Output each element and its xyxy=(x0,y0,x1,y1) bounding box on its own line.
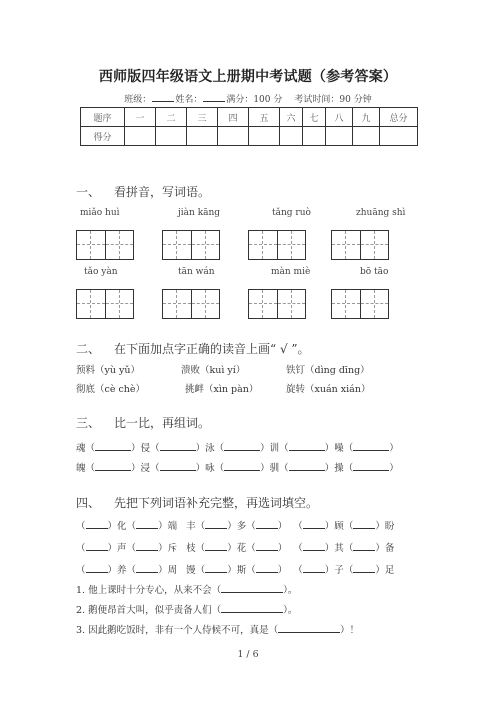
fill-blank[interactable] xyxy=(160,442,196,451)
pinyin-label: tǎng ruò xyxy=(272,208,311,218)
exam-info xyxy=(0,92,496,105)
section-1-heading: 一、 看拼音，写词语。 xyxy=(76,185,211,199)
fill-blank[interactable] xyxy=(86,564,108,573)
score-header-cell: 五 xyxy=(249,108,280,127)
section-2-heading: 二、 在下面加点字正确的读音上画“ √ ”。 xyxy=(76,342,310,356)
score-header-cell: 二 xyxy=(156,108,187,127)
score-cell[interactable] xyxy=(353,127,380,146)
fill-blank[interactable] xyxy=(95,442,131,451)
fill-blank[interactable] xyxy=(221,584,283,593)
pinyin-label: màn miè xyxy=(271,267,311,277)
pinyin-label: jiàn kāng xyxy=(178,208,221,218)
score-header-cell: 一 xyxy=(125,108,156,127)
score-table-header xyxy=(81,108,418,127)
fill-blank[interactable] xyxy=(289,442,325,451)
reading-item[interactable]: 预料（yù yǔ） xyxy=(76,365,140,376)
pinyin-label: tǎo yàn xyxy=(84,267,118,277)
pinyin-label: zhuāng shì xyxy=(356,208,406,218)
fill-blank[interactable] xyxy=(256,542,278,551)
fill-blank[interactable] xyxy=(353,442,389,451)
score-cell[interactable] xyxy=(218,127,249,146)
section-3-heading: 三、 比一比，再组词。 xyxy=(76,416,211,430)
writing-grid[interactable] xyxy=(331,230,389,260)
score-cell[interactable] xyxy=(303,127,326,146)
fill-blank[interactable] xyxy=(353,462,389,471)
compare-row: 魂（ ）侵（ ）泳（ ）训（ ）噪（ ） xyxy=(76,443,399,454)
score-cell[interactable] xyxy=(249,127,280,146)
writing-grid[interactable] xyxy=(162,289,220,319)
writing-grid[interactable] xyxy=(162,230,220,260)
sentence-item: 2. 鹅便昂首大叫，似乎责备人们（ ）。 xyxy=(76,605,298,616)
page-number: 1 / 6 xyxy=(237,649,259,660)
sentence-item: 3. 因此鹅吃饭时，非有一个人侍候不可，真是（ ）！ xyxy=(76,625,360,636)
class-blank[interactable] xyxy=(152,93,174,102)
pinyin-label: bō tāo xyxy=(360,267,389,277)
fill-blank[interactable] xyxy=(136,564,158,573)
fill-blank[interactable] xyxy=(256,520,278,529)
reading-item[interactable]: 铁钉（dìng dīng） xyxy=(286,365,370,376)
sentence-item: 1. 他上课时十分专心，从来不会（ ）。 xyxy=(76,585,298,596)
idiom-row: （ ）养（ ）周 馒（ ）斯（ ） （ ）子（ ）足 xyxy=(76,565,395,576)
fill-blank[interactable] xyxy=(86,520,108,529)
fill-blank[interactable] xyxy=(256,564,278,573)
fill-blank[interactable] xyxy=(278,624,340,633)
pinyin-label: tān wán xyxy=(178,267,215,277)
score-row-label: 得分 xyxy=(81,127,125,146)
score-cell[interactable] xyxy=(380,127,418,146)
writing-grid[interactable] xyxy=(76,289,134,319)
fill-blank[interactable] xyxy=(86,542,108,551)
fill-blank[interactable] xyxy=(353,564,375,573)
score-header-cell: 题序 xyxy=(81,108,125,127)
score-header-cell: 六 xyxy=(280,108,303,127)
reading-item[interactable]: 溃败（kuì yí） xyxy=(181,365,246,376)
section-2-title: 在下面加点字正确的读音上画“ √ ”。 xyxy=(114,342,310,356)
section-3-title: 比一比，再组词。 xyxy=(114,416,211,430)
fill-blank[interactable] xyxy=(353,542,375,551)
score-cell[interactable] xyxy=(187,127,218,146)
idiom-row: （ ）化（ ）端 丰（ ）多（ ） （ ）顾（ ）盼 xyxy=(76,521,395,532)
fill-blank[interactable] xyxy=(136,520,158,529)
time-label: 考试时间：90 分钟 xyxy=(294,95,372,105)
score-header-cell: 七 xyxy=(303,108,326,127)
fill-blank[interactable] xyxy=(224,462,260,471)
page-title: 西师版四年级语文上册期中考试题（参考答案） xyxy=(98,69,398,85)
fill-blank[interactable] xyxy=(289,462,325,471)
reading-item[interactable]: 挑衅（xìn pàn） xyxy=(185,384,259,395)
fill-blank[interactable] xyxy=(205,564,227,573)
section-1-title: 看拼音，写词语。 xyxy=(114,185,211,199)
idiom-row: （ ）声（ ）斥 枝（ ）花（ ） （ ）其（ ）备 xyxy=(76,543,395,554)
score-header-cell: 四 xyxy=(218,108,249,127)
fill-blank[interactable] xyxy=(160,462,196,471)
fill-blank[interactable] xyxy=(95,462,131,471)
fill-blank[interactable] xyxy=(303,564,325,573)
name-label: 姓名： xyxy=(175,95,203,105)
score-header-cell: 三 xyxy=(187,108,218,127)
writing-grid[interactable] xyxy=(331,289,389,319)
score-table xyxy=(80,107,418,146)
writing-grid[interactable] xyxy=(248,230,306,260)
score-cell[interactable] xyxy=(280,127,303,146)
writing-grid[interactable] xyxy=(76,230,134,260)
score-label: 满分：100 分 xyxy=(226,95,283,105)
fill-blank[interactable] xyxy=(136,542,158,551)
score-header-cell: 总分 xyxy=(380,108,418,127)
name-blank[interactable] xyxy=(203,93,225,102)
reading-item[interactable]: 彻底（cè chè） xyxy=(76,384,146,395)
score-cell[interactable] xyxy=(326,127,353,146)
pinyin-label: miǎo huì xyxy=(80,208,120,218)
fill-blank[interactable] xyxy=(205,520,227,529)
fill-blank[interactable] xyxy=(353,520,375,529)
fill-blank[interactable] xyxy=(224,442,260,451)
section-4-title: 先把下列词语补充完整，再选词填空。 xyxy=(114,496,319,510)
score-table-row xyxy=(81,127,418,146)
score-cell[interactable] xyxy=(156,127,187,146)
fill-blank[interactable] xyxy=(221,604,283,613)
section-4-heading: 四、 先把下列词语补充完整，再选词填空。 xyxy=(76,496,319,510)
compare-row: 魄（ ）浸（ ）咏（ ）驯（ ）操（ ） xyxy=(76,463,399,474)
fill-blank[interactable] xyxy=(205,542,227,551)
reading-item[interactable]: 旋转（xuán xián） xyxy=(286,384,371,395)
fill-blank[interactable] xyxy=(303,542,325,551)
class-label: 班级： xyxy=(124,95,152,105)
writing-grid[interactable] xyxy=(248,289,306,319)
score-header-cell: 九 xyxy=(353,108,380,127)
score-cell[interactable] xyxy=(125,127,156,146)
fill-blank[interactable] xyxy=(303,520,325,529)
score-header-cell: 八 xyxy=(326,108,353,127)
